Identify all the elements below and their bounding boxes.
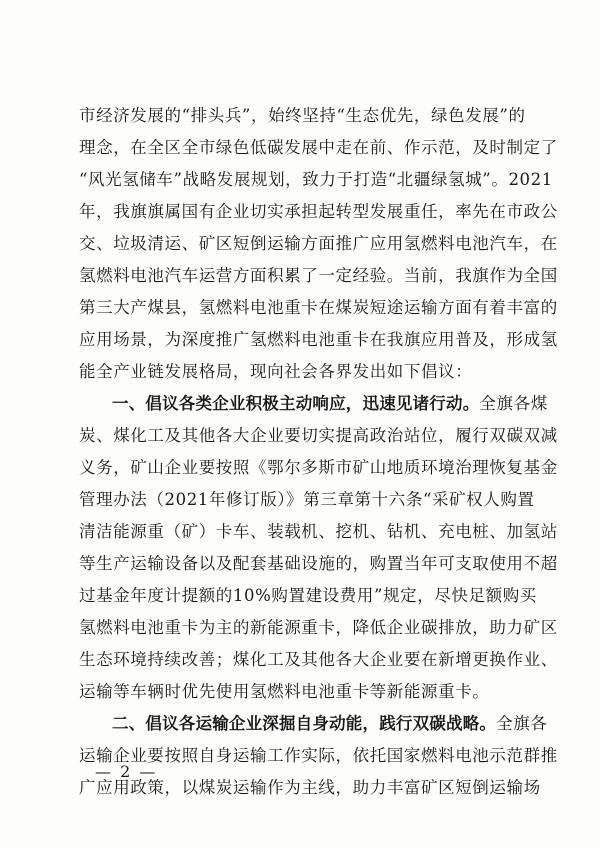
section-2-first-line	[79, 708, 548, 740]
section-2-line: 广应用政策，以煤炭运输作为主线，助力丰富矿区短倒运输场	[79, 778, 541, 797]
section-1-line: 清洁能源重（矿）卡车、装载机、挖机、钻机、充电桩、加氢站	[79, 522, 558, 541]
section-2-line: 运输企业要按照自身运输工作实际，依托国家燃料电池示范群推	[79, 746, 558, 765]
paragraph-line: 应用场景，为深度推广氢燃料电池重卡在我旗应用普及，形成氢	[79, 330, 558, 349]
paragraph-line: 氢燃料电池汽车运营方面积累了一定经验。当前，我旗作为全国	[79, 266, 558, 285]
section-1-heading: 一、倡议各类企业积极主动响应，迅速见诸行动。	[112, 394, 480, 413]
section-1-line: 过基金年度计提额的10%购置建设费用”规定，尽快足额购买	[79, 586, 537, 605]
paragraph-line: “风光氢储车”战略发展规划，致力于打造“北疆绿氢城”。2021	[79, 170, 553, 189]
section-1-line: 氢燃料电池重卡为主的新能源重卡，降低企业碳排放，助力矿区	[79, 618, 558, 637]
section-1-first-line	[79, 388, 548, 420]
section-1-line: 生态环境持续改善；煤化工及其他各大企业要在新增更换作业、	[79, 650, 558, 669]
paragraph-line: 理念，在全区全市绿色低碳发展中走在前、作示范，及时制定了	[79, 138, 558, 157]
section-1-line: 等生产运输设备以及配套基础设施的，购置当年可支取使用不超	[79, 554, 558, 573]
paragraph-line: 年，我旗旗属国有企业切实承担起转型发展重任，率先在市政公	[79, 202, 558, 221]
section-1-first-line-rest: 全旗各煤	[479, 394, 548, 413]
paragraph-line: 交、垃圾清运、矿区短倒运输方面推广应用氢燃料电池汽车，在	[79, 234, 558, 253]
page-number: — 2 —	[95, 762, 158, 781]
section-2-first-line-rest: 全旗各	[496, 714, 548, 733]
section-1-line: 管理办法（2021年修订版）》第三章第十六条“采矿权人购置	[79, 490, 535, 509]
paragraph-line: 市经济发展的“排头兵”，始终坚持“生态优先，绿色发展”的	[79, 106, 526, 125]
section-1-line: 炭、煤化工及其他各大企业要切实提高政治站位，履行双碳双减	[79, 426, 558, 445]
section-1-line: 运输等车辆时优先使用氢燃料电池重卡等新能源重卡。	[79, 682, 490, 701]
section-1-line: 义务，矿山企业要按照《鄂尔多斯市矿山地质环境治理恢复基金	[79, 458, 558, 477]
paragraph-line: 第三大产煤县，氢燃料电池重卡在煤炭短途运输方面有着丰富的	[79, 298, 558, 317]
body-text	[79, 100, 558, 804]
paragraph-line: 能全产业链发展格局，现向社会各界发出如下倡议：	[79, 362, 473, 381]
section-2-heading: 二、倡议各运输企业深掘自身动能，践行双碳战略。	[112, 714, 497, 733]
